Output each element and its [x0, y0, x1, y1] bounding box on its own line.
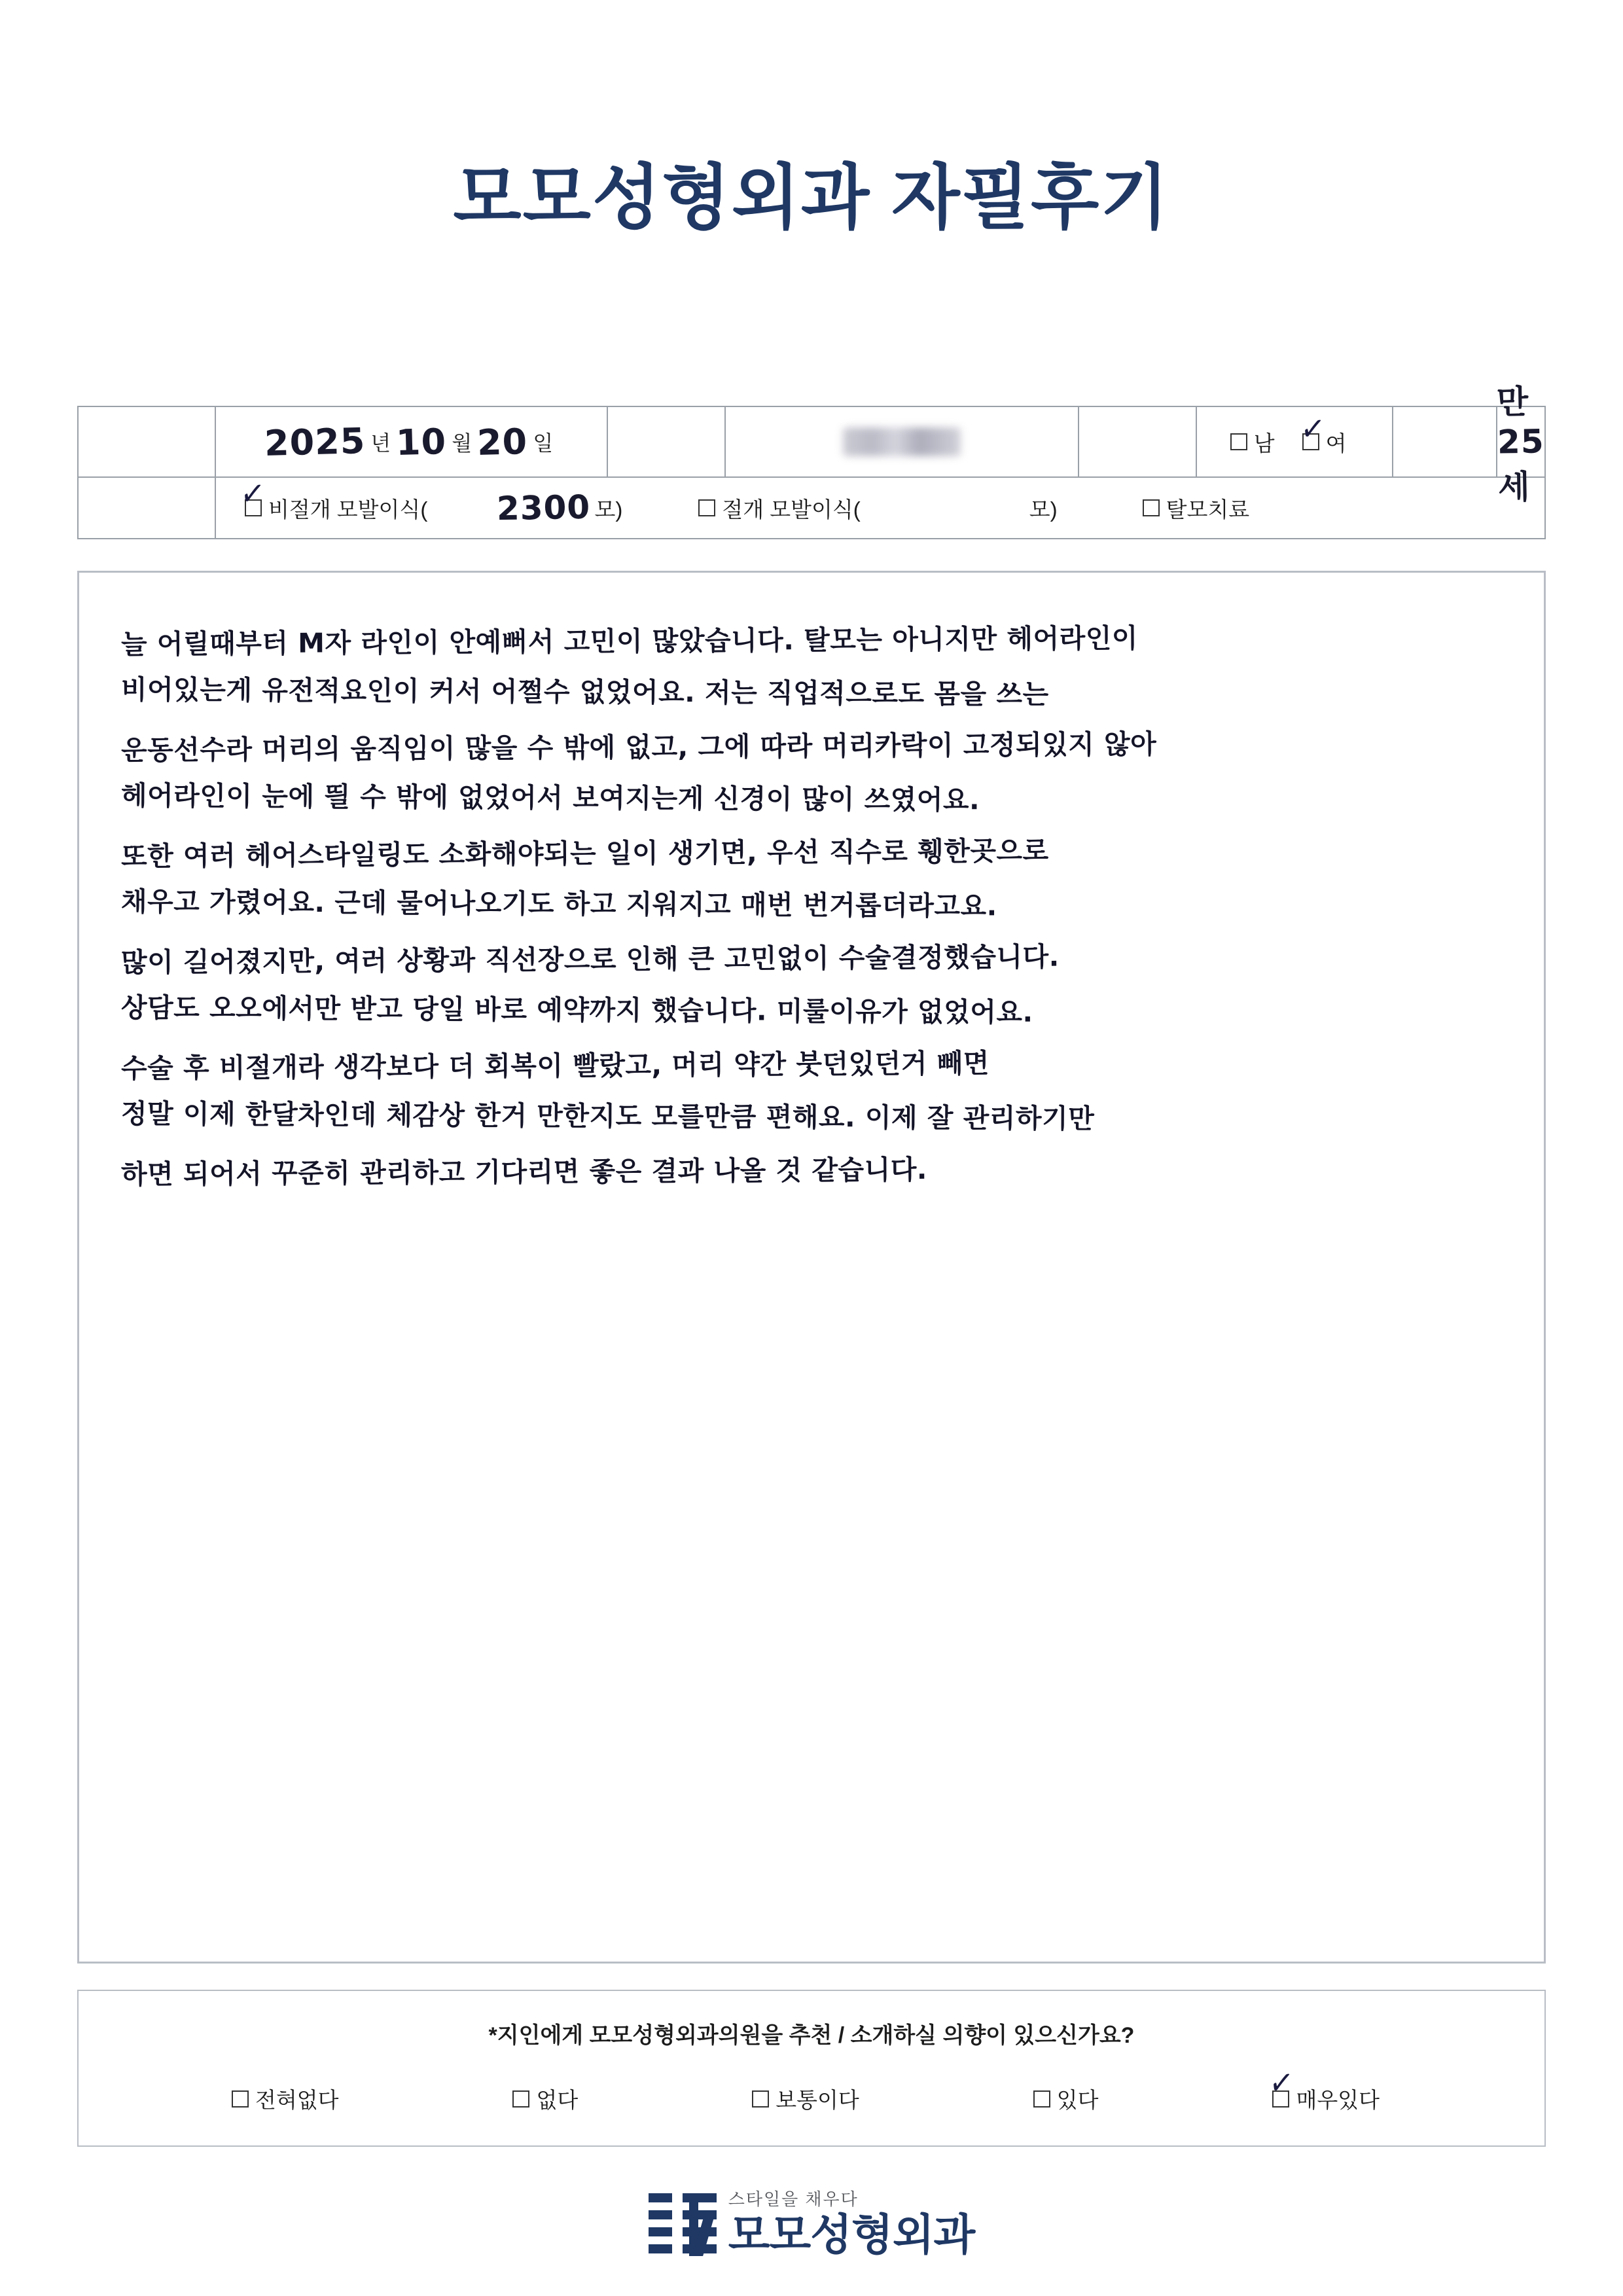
- recommendation-option-strongly-yes[interactable]: [1267, 2062, 1380, 2114]
- review-line: 채우고 가렸어요. 근데 물어나오기도 하고 지워지고 매번 번거롭더라고요.: [120, 886, 997, 922]
- review-line: 또한 여러 헤어스타일링도 소화해야되는 일이 생기면, 우선 직수로 휑한곳으로: [120, 834, 1049, 872]
- checkbox-average[interactable]: [752, 2090, 769, 2108]
- gender-option-male-label: 남: [1253, 431, 1275, 456]
- checkbox-incision[interactable]: [698, 499, 715, 516]
- info-row-department: [79, 473, 1544, 538]
- checkbox-hairloss[interactable]: [1143, 499, 1160, 516]
- date-label: 작성일: [79, 407, 216, 476]
- date-value: [216, 407, 609, 476]
- logo-tagline: 스타일을 채우다: [728, 2189, 859, 2209]
- department-option-incision-label: 절개 모발이식(: [722, 497, 861, 522]
- gender-option-female-label: 여: [1325, 431, 1347, 456]
- review-line: 많이 길어졌지만, 여러 상황과 직선장으로 인해 큰 고민없이 수술결정했습니다.: [120, 941, 1060, 978]
- date-month-value: 10: [395, 420, 448, 463]
- nonincision-graft-count: 2300: [496, 488, 591, 528]
- nonincision-graft-unit: 모): [594, 497, 623, 522]
- review-line: 운동선수라 머리의 움직임이 많을 수 밖에 없고, 그에 따라 머리카락이 고정되있지 않아: [120, 728, 1157, 766]
- date-day-unit: 일: [533, 431, 554, 455]
- department-option-nonincision[interactable]: [238, 473, 428, 524]
- recommendation-option-yes[interactable]: [1033, 2083, 1099, 2114]
- name-value: [726, 407, 1079, 476]
- logo-text: [728, 2186, 975, 2259]
- clinic-logo: [0, 2186, 1623, 2259]
- gender-option-female[interactable]: [1298, 408, 1347, 457]
- checkbox-none-at-all[interactable]: [232, 2090, 249, 2108]
- gender-options: [1197, 407, 1393, 476]
- checkbox-none[interactable]: [512, 2090, 529, 2108]
- recommendation-option-none-at-all[interactable]: [232, 2083, 339, 2114]
- checkbox-strongly-yes[interactable]: [1272, 2090, 1289, 2108]
- recommendation-option-label: 전혀없다: [255, 2088, 339, 2112]
- review-line: 수술 후 비절개라 생각보다 더 회복이 빨랐고, 머리 약간 붓던있던거 빼면: [120, 1047, 990, 1085]
- check-mark-icon: ✓: [1267, 2062, 1296, 2105]
- date-year-unit: 년: [370, 431, 391, 455]
- department-label: 진료과목: [79, 478, 216, 538]
- momo-logo-icon: [649, 2193, 717, 2256]
- age-value: 만 25세: [1496, 382, 1545, 507]
- patient-info-table: [77, 382, 1546, 539]
- recommendation-option-label: 없다: [536, 2088, 579, 2112]
- gender-option-male[interactable]: [1230, 427, 1275, 457]
- checkbox-yes[interactable]: [1033, 2090, 1050, 2108]
- department-options: [216, 473, 1544, 538]
- recommendation-question: *지인에게 모모성형외과의원을 추천 / 소개하실 의향이 있으신가요?: [488, 2023, 1135, 2048]
- review-line: 상담도 오오에서만 받고 당일 바로 예약까지 했습니다. 미룰이유가 없었어요.: [120, 992, 1033, 1028]
- review-line: 늘 어릴때부터 M자 라인이 안예뻐서 고민이 많았습니다. 탈모는 아니지만 헤어라인이: [120, 622, 1139, 660]
- date-month-unit: 월: [452, 431, 473, 455]
- date-day-value: 20: [476, 420, 529, 463]
- department-option-hairloss-label: 탈모치료: [1166, 497, 1250, 522]
- recommendation-option-label: 매우있다: [1296, 2088, 1380, 2112]
- logo-name: 모모성형외과: [728, 2210, 975, 2259]
- department-option-nonincision-label: 비절개 모발이식(: [268, 497, 428, 522]
- department-option-hairloss[interactable]: [1143, 493, 1250, 524]
- recommendation-option-label: 있다: [1056, 2088, 1099, 2112]
- review-line: 하면 되어서 꾸준히 관리하고 기다리면 좋은 결과 나올 것 같습니다.: [120, 1153, 928, 1191]
- incision-graft-unit: 모): [1029, 497, 1058, 522]
- handwritten-review-body: [77, 571, 1546, 1964]
- review-line: 비어있는게 유전적요인이 커서 어쩔수 없었어요. 저는 직업적으로도 몸을 쓰는: [120, 673, 1049, 710]
- recommendation-options: [79, 2062, 1544, 2114]
- checkbox-nonincision[interactable]: [245, 499, 262, 516]
- recommendation-box: [77, 1990, 1546, 2147]
- checkbox-female[interactable]: [1302, 433, 1319, 450]
- age-value-cell: [1496, 382, 1545, 507]
- date-year-value: 2025: [264, 420, 366, 464]
- info-row-top: [79, 382, 1545, 507]
- check-mark-icon: ✓: [238, 473, 267, 515]
- department-option-incision[interactable]: [698, 493, 860, 524]
- age-label: 나이: [1393, 407, 1498, 476]
- review-line: 헤어라인이 눈에 띌 수 밖에 없었어서 보여지는게 신경이 많이 쓰였어요.: [120, 780, 980, 816]
- recommendation-option-average[interactable]: [752, 2083, 859, 2114]
- recommendation-option-none[interactable]: [512, 2083, 578, 2114]
- check-mark-icon: ✓: [1298, 408, 1327, 450]
- gender-label: 성별: [1079, 407, 1197, 476]
- name-label: 성함: [608, 407, 726, 476]
- review-line: 정말 이제 한달차인데 체감상 한거 만한지도 모를만큼 편해요. 이제 잘 관리하기만: [120, 1098, 1095, 1135]
- page-title: 모모성형외과 자필후기: [453, 158, 1170, 237]
- checkbox-male[interactable]: [1230, 433, 1247, 450]
- name-redacted: [843, 427, 961, 456]
- recommendation-option-label: 보통이다: [776, 2088, 859, 2112]
